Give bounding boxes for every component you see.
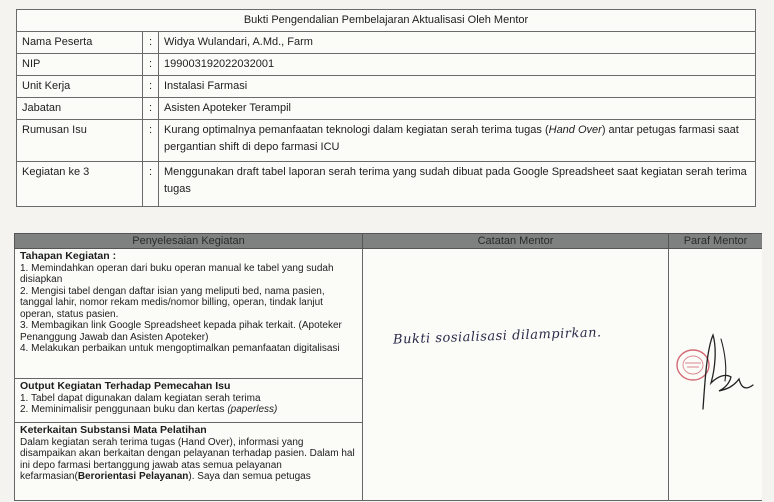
field-row-unit-kerja: [17, 76, 756, 98]
field-row-nip: [17, 54, 756, 76]
field-label: Kegiatan ke 3: [17, 162, 143, 207]
field-value: Widya Wulandari, A.Md., Farm: [159, 32, 756, 54]
activity-table: [14, 233, 762, 501]
field-colon: :: [143, 120, 159, 162]
field-row-kegiatan: [17, 162, 756, 207]
output-item: 1. Tabel dapat digunakan dalam kegiatan serah terima: [20, 392, 261, 404]
field-colon: :: [143, 98, 159, 120]
output-section: [15, 379, 363, 423]
field-label: NIP: [17, 54, 143, 76]
mentor-signature-cell: [669, 249, 763, 501]
stamp-icon: [677, 350, 709, 380]
output-item: 2. Meminimalisir penggunaan buku dan kertas (paperless): [20, 404, 278, 415]
field-label: Jabatan: [17, 98, 143, 120]
document-title: Bukti Pengendalian Pembelajaran Aktualisasi Oleh Mentor: [17, 10, 756, 32]
tahapan-item: 1. Memindahkan operan dari buku operan manual ke tabel yang sudah disiapkan: [20, 262, 334, 285]
header-penyelesaian: Penyelesaian Kegiatan: [15, 234, 363, 249]
keterkaitan-section: [15, 423, 363, 501]
field-value: 199003192022032001: [159, 54, 756, 76]
field-label: Rumusan Isu: [17, 120, 143, 162]
tahapan-item: 4. Melakukan perbaikan untuk mengoptimalkan pemanfaatan digitalisasi: [20, 343, 340, 354]
tahapan-section: [15, 249, 363, 379]
field-value: Instalasi Farmasi: [159, 76, 756, 98]
keterkaitan-text: Dalam kegiatan serah terima tugas (Hand Over), informasi yang disampaikan akan berkaitan dengan pelayanan terhadap pasien. Dalam hal ini depo farmasi bertanggung jawab atas semua pelayanan kefarmasian(Berorientasi Pelayanan). Saya dan semua petugas: [20, 436, 355, 482]
activity-table-header: [15, 234, 763, 249]
participant-info-table: [16, 9, 756, 207]
mentor-note: Bukti sosialisasi dilampirkan.: [392, 325, 602, 348]
field-colon: :: [143, 162, 159, 207]
field-value: Asisten Apoteker Terampil: [159, 98, 756, 120]
field-colon: :: [143, 54, 159, 76]
field-row-jabatan: [17, 98, 756, 120]
keterkaitan-title: Keterkaitan Substansi Mata Pelatihan: [20, 424, 207, 436]
tahapan-item: 2. Mengisi tabel dengan daftar isian yang meliputi bed, nama pasien, tanggal lahir, nomor rekam medis/nomor billing, operan, tindak lanjut operan, status pasien.: [20, 285, 325, 320]
field-row-nama: [17, 32, 756, 54]
field-colon: :: [143, 76, 159, 98]
header-catatan: Catatan Mentor: [363, 234, 669, 249]
field-row-rumusan-isu: [17, 120, 756, 162]
field-colon: :: [143, 32, 159, 54]
field-value: Kurang optimalnya pemanfaatan teknologi dalam kegiatan serah terima tugas (Hand Over) antar petugas farmasi saat pergantian shift di depo farmasi ICU: [159, 120, 756, 162]
mentor-signature-icon: [669, 249, 762, 501]
field-label: Nama Peserta: [17, 32, 143, 54]
field-label: Unit Kerja: [17, 76, 143, 98]
output-title: Output Kegiatan Terhadap Pemecahan Isu: [20, 380, 231, 392]
tahapan-item: 3. Membagikan link Google Spreadsheet kepada pihak terkait. (Apoteker Penanggung Jawab dan Asisten Apoteker): [20, 320, 342, 343]
activity-table-wrapper: [14, 233, 762, 502]
mentor-note-cell: [363, 249, 669, 501]
header-paraf: Paraf Mentor: [669, 234, 763, 249]
tahapan-title: Tahapan Kegiatan :: [20, 250, 117, 262]
field-value: Menggunakan draft tabel laporan serah terima yang sudah dibuat pada Google Spreadsheet saat kegiatan serah terima tugas: [159, 162, 756, 207]
